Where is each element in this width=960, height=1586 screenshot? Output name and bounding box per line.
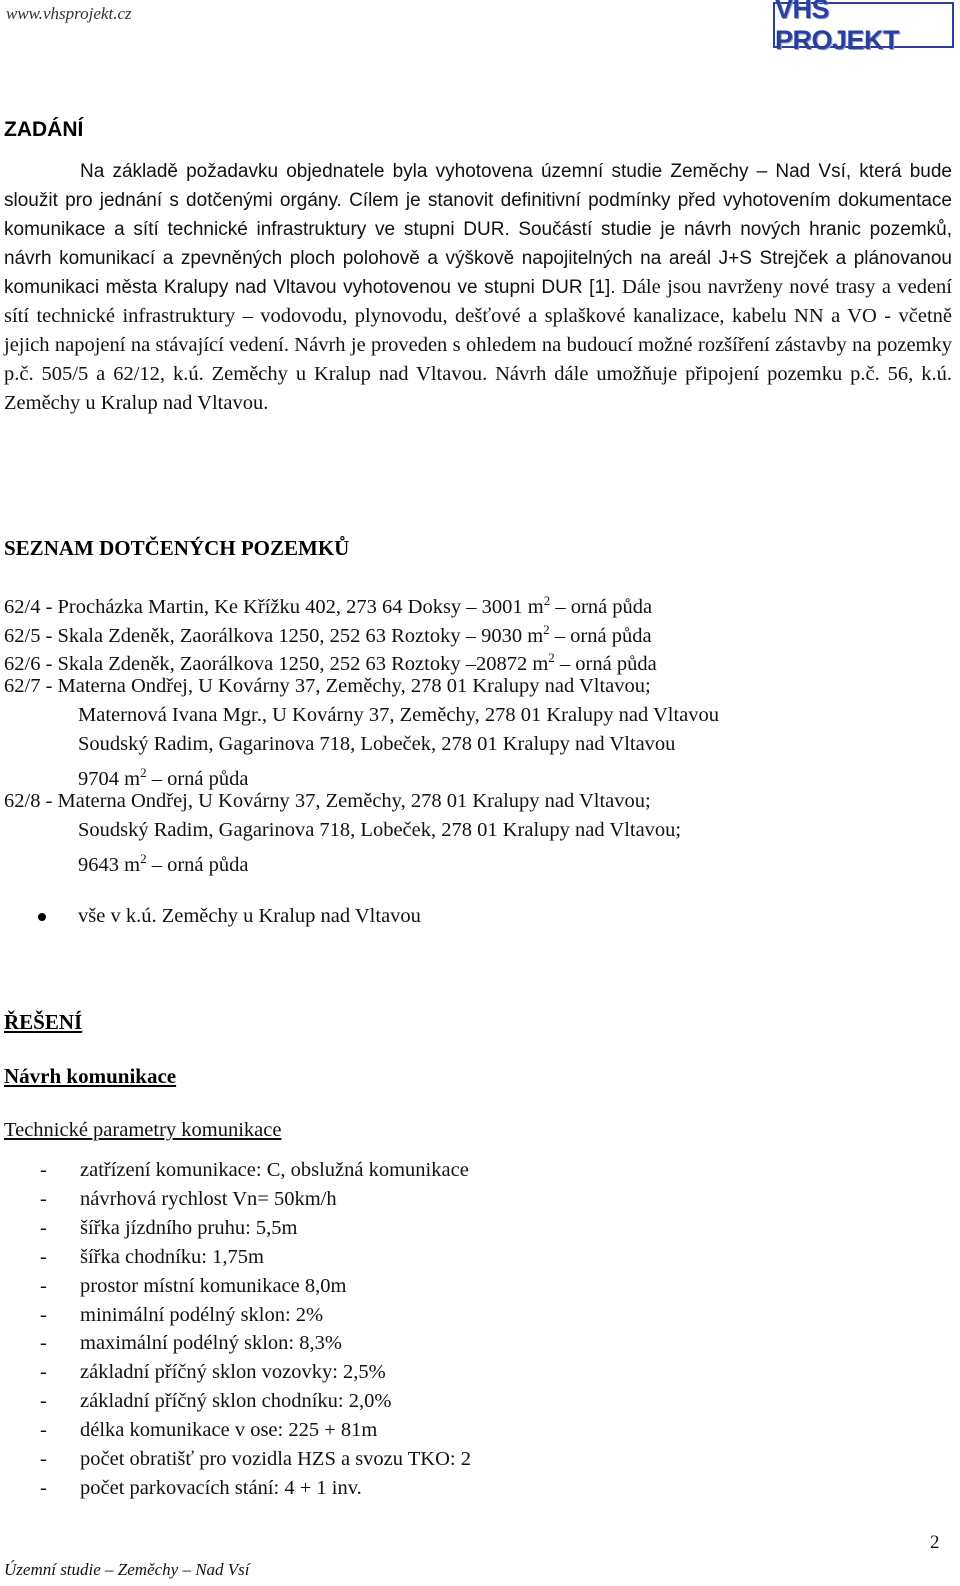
parameter-text: počet obratišť pro vozidla HZS a svozu TKO: 2 xyxy=(80,1448,471,1470)
parameter-item xyxy=(40,1301,640,1330)
parameter-item xyxy=(40,1272,640,1301)
area-unit-superscript: 2 xyxy=(140,765,147,781)
parameter-text: šířka chodníku: 1,75m xyxy=(80,1245,264,1268)
header-url: www.vhsprojekt.cz xyxy=(6,4,132,23)
dash-marker: - xyxy=(40,1332,47,1355)
parameter-text: šířka jízdního pruhu: 5,5m xyxy=(80,1216,298,1239)
dash-marker: - xyxy=(40,1159,47,1181)
area-unit-superscript: 2 xyxy=(543,621,550,637)
zadani-text-b: Součástí studie je návrh nových hranic pozemků, návrh komunikací a zpevněných ploch polohově a výškově napojitelných na areál J+S Strejček a plánovanou komunikaci města Kralupy nad Vltavou vyhotovenou ve stupni DUR [1]. xyxy=(4,219,952,298)
parcel-line-text: 9704 m xyxy=(78,768,141,791)
land-type-text: – orná půda xyxy=(146,854,249,877)
section-title-zadani: ZADÁNÍ xyxy=(4,118,84,141)
dash-marker: - xyxy=(40,1476,47,1499)
dash-marker: - xyxy=(40,1303,47,1326)
dash-marker: - xyxy=(40,1187,47,1210)
land-type-text: – orná půda xyxy=(554,653,657,676)
parameter-text: prostor místní komunikace 8,0m xyxy=(80,1274,347,1297)
parameter-item xyxy=(40,1358,640,1387)
parcel-line-text: 62/7 - Materna Ondřej, U Kovárny 37, Zeměchy, 278 01 Kralupy nad Vltavou; xyxy=(4,675,651,698)
parameter-text: návrhová rychlost Vn= 50km/h xyxy=(80,1187,337,1210)
parcel-line-text: Soudský Radim, Gagarinova 718, Lobeček, 278 01 Kralupy nad Vltavou; xyxy=(78,818,682,841)
parameter-item xyxy=(40,1445,640,1474)
parameter-text: základní příčný sklon chodníku: 2,0% xyxy=(80,1390,392,1413)
land-type-text: – orná půda xyxy=(549,624,652,647)
parameter-item xyxy=(40,1185,640,1214)
parameter-item xyxy=(40,1329,640,1358)
parcel-line-text: 9643 m xyxy=(78,854,141,877)
page-number: 2 xyxy=(930,1532,940,1553)
parcel-line xyxy=(78,730,675,759)
section-title-seznam: SEZNAM DOTČENÝCH POZEMKŮ xyxy=(4,536,350,560)
parcel-line xyxy=(78,844,248,880)
parcel-line-text: 62/4 - Procházka Martin, Ke Křížku 402, 273 64 Doksy – 3001 m xyxy=(4,595,544,618)
parcel-line xyxy=(4,672,651,701)
section-title-reseni: ŘEŠENÍ xyxy=(4,1010,83,1034)
parameter-item xyxy=(40,1243,640,1272)
dash-marker: - xyxy=(40,1245,47,1268)
parameter-text: minimální podélný sklon: 2% xyxy=(80,1303,324,1326)
vhs-projekt-logo xyxy=(773,0,954,55)
footer-text: Územní studie – Zeměchy – Nad Vsí xyxy=(4,1560,250,1579)
parameter-item xyxy=(40,1416,640,1445)
parcel-line xyxy=(78,816,681,845)
parameter-text: maximální podélný sklon: 8,3% xyxy=(80,1332,342,1355)
dash-marker: - xyxy=(40,1274,47,1297)
parcel-line xyxy=(4,787,651,816)
zadani-paragraph xyxy=(4,157,952,418)
parcel-line xyxy=(78,701,719,730)
dash-marker: - xyxy=(40,1216,47,1239)
parameter-text: zatřízení komunikace: C, obslužná komunikace xyxy=(80,1159,469,1181)
dash-marker: - xyxy=(40,1448,47,1470)
dash-marker: - xyxy=(40,1419,47,1442)
logo-text: VHS PROJEKT xyxy=(775,0,900,55)
zadani-text-c: Dále jsou navrženy nové trasy a vedení sítí technické infrastruktury – vodovodu, plynovodu, dešťové a splaškové kanalizace, kabelu NN a VO - včetně jejich napojení na stávající vedení. Návrh je proveden s ohledem na budoucí možné rozšíření zástavby na pozemky p.č. 505/5 a 62/12, k.ú. Zeměchy u Kralup nad Vltavou. Návrh dále umožňuje připojení pozemku p.č. 56, k.ú. Zeměchy u Kralup nad Vltavou. xyxy=(4,276,953,414)
parameter-item xyxy=(40,1156,640,1185)
bullet-text: vše v k.ú. Zeměchy u Kralup nad Vltavou xyxy=(78,905,421,927)
parameter-text: délka komunikace v ose: 225 + 81m xyxy=(80,1419,378,1442)
parcel-line-text: Soudský Radim, Gagarinova 718, Lobeček, 278 01 Kralupy nad Vltavou xyxy=(78,732,676,755)
area-unit-superscript: 2 xyxy=(140,851,147,867)
parameter-text: základní příčný sklon vozovky: 2,5% xyxy=(80,1361,386,1384)
parameter-item xyxy=(40,1214,640,1243)
parameter-item xyxy=(40,1474,640,1503)
area-unit-superscript: 2 xyxy=(543,593,551,608)
parameter-text: počet parkovacích stání: 4 + 1 inv. xyxy=(80,1476,362,1499)
land-type-text: – orná půda xyxy=(550,595,653,618)
subtitle-navrh-komunikace: Návrh komunikace xyxy=(4,1064,177,1088)
bullet-icon xyxy=(38,913,46,921)
parcel-line-text: Maternová Ivana Mgr., U Kovárny 37, Zeměchy, 278 01 Kralupy nad Vltavou xyxy=(78,703,720,726)
land-type-text: – orná půda xyxy=(146,768,249,791)
parcel-line-text: 62/8 - Materna Ondřej, U Kovárny 37, Zeměchy, 278 01 Kralupy nad Vltavou; xyxy=(4,789,651,812)
dash-marker: - xyxy=(40,1390,47,1413)
parcel-line-text: 62/6 - Skala Zdeněk, Zaorálkova 1250, 252 63 Roztoky –20872 m xyxy=(4,653,549,676)
parcel-line-text: 62/5 - Skala Zdeněk, Zaorálkova 1250, 252 63 Roztoky – 9030 m xyxy=(4,624,544,647)
zadani-text-a: Na základě požadavku objednatele byla vyhotovena územní studie Zeměchy – Nad Vsí, která bude sloužit pro jednání s dotčenými orgány. Cílem je stanovit definitivní podmínky před vyhotovením dokumentace komunikace a sítí technické infrastruktury ve stupni DUR. xyxy=(4,161,952,240)
parameter-item xyxy=(40,1387,640,1416)
subtitle-technicke-parametry: Technické parametry komunikace xyxy=(4,1119,282,1141)
area-unit-superscript: 2 xyxy=(548,650,555,666)
dash-marker: - xyxy=(40,1361,47,1384)
